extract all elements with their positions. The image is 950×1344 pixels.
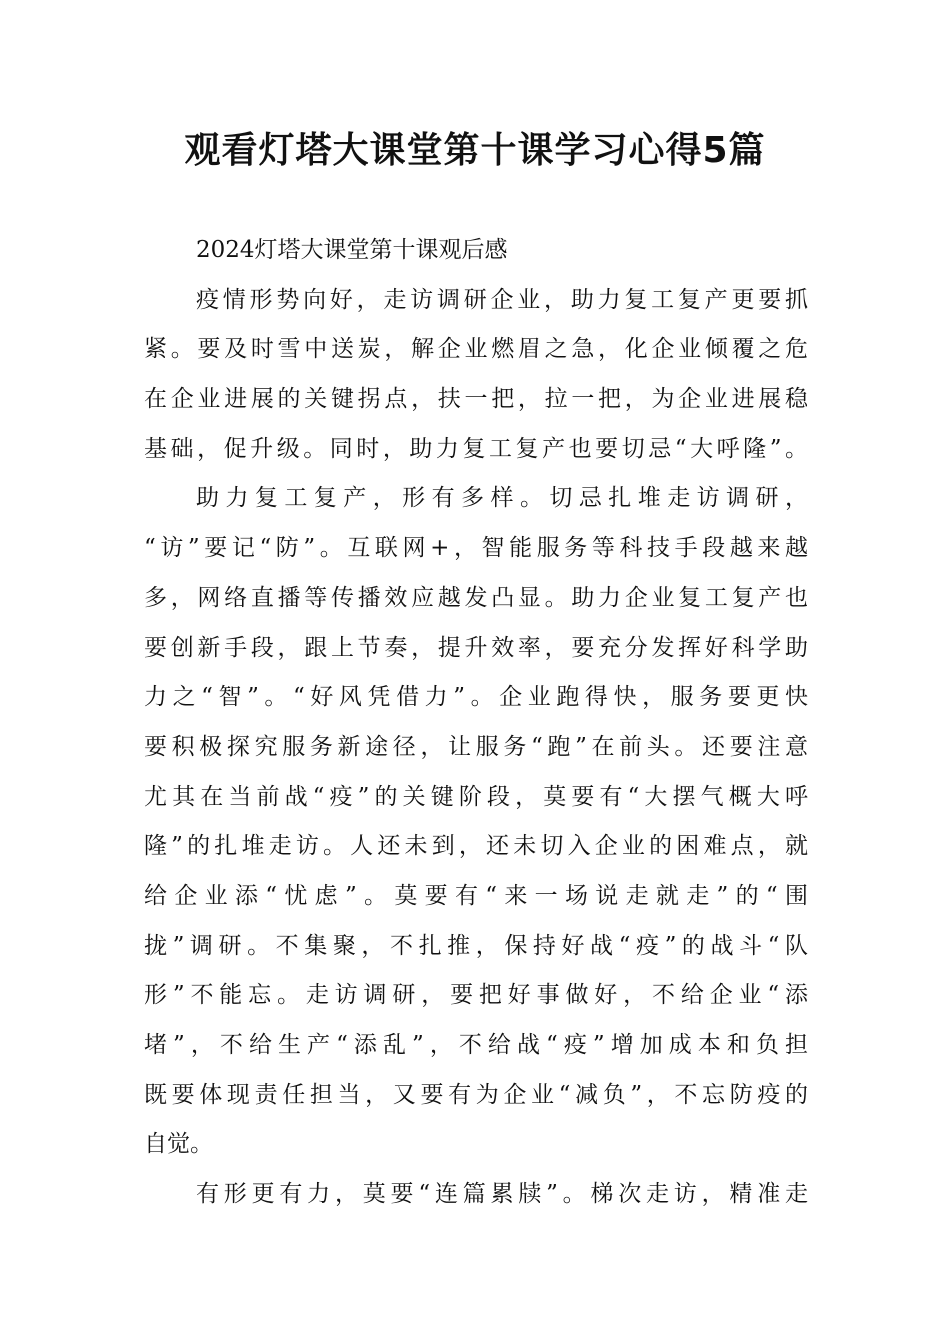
paragraph-2-line: 要积极探究服务新途径，让服务“跑”在前头。还要注意: [144, 733, 808, 760]
paragraph-1-line: 紧。要及时雪中送炭，解企业燃眉之急，化企业倾覆之危: [144, 336, 808, 363]
document-subtitle: 2024灯塔大课堂第十课观后感: [196, 237, 508, 263]
paragraph-2-line: 堵”，不给生产“添乱”，不给战“疫”增加成本和负担: [144, 1032, 808, 1058]
document-body: [144, 226, 808, 1220]
paragraph-1-line: 疫情形势向好，走访调研企业，助力复工复产更要抓: [196, 286, 808, 313]
paragraph-2-line: 隆”的扎堆走访。人还未到，还未切入企业的困难点，就: [144, 833, 808, 860]
paragraph-2-line: 形”不能忘。走访调研，要把好事做好，不给企业“添: [144, 982, 808, 1009]
paragraph-2-line: “访”要记“防”。互联网+，智能服务等科技手段越来越: [144, 535, 808, 562]
paragraph-1-line: 在企业进展的关键拐点，扶一把，拉一把，为企业进展稳: [144, 386, 808, 413]
paragraph-2-line: 助力复工复产，形有多样。切忌扎堆走访调研，: [196, 485, 808, 512]
paragraph-2-line: 拢”调研。不集聚，不扎推，保持好战“疫”的战斗“队: [144, 932, 808, 959]
paragraph-3-line: 有形更有力，莫要“连篇累牍”。梯次走访，精准走: [196, 1181, 808, 1208]
paragraph-2-line: 力之“智”。“好风凭借力”。企业跑得快，服务要更快: [144, 684, 808, 711]
paragraph-2-line: 既要体现责任担当，又要有为企业“减负”，不忘防疫的: [144, 1081, 808, 1108]
paragraph-2-line: 自觉。: [144, 1131, 213, 1158]
paragraph-2-line: 尤其在当前战“疫”的关键阶段，莫要有“大摆气概大呼: [144, 783, 808, 810]
paragraph-2-line: 要创新手段，跟上节奏，提升效率，要充分发挥好科学助: [144, 634, 808, 661]
paragraph-2-line: 给企业添“忧虑”。莫要有“来一场说走就走”的“围: [144, 882, 808, 909]
document-title: 观看灯塔大课堂第十课学习心得5篇: [184, 130, 766, 171]
paragraph-2-line: 多，网络直播等传播效应越发凸显。助力企业复工复产也: [144, 584, 808, 611]
paragraph-1-line: 基础，促升级。同时，助力复工复产也要切忌“大呼隆”。: [144, 435, 808, 462]
